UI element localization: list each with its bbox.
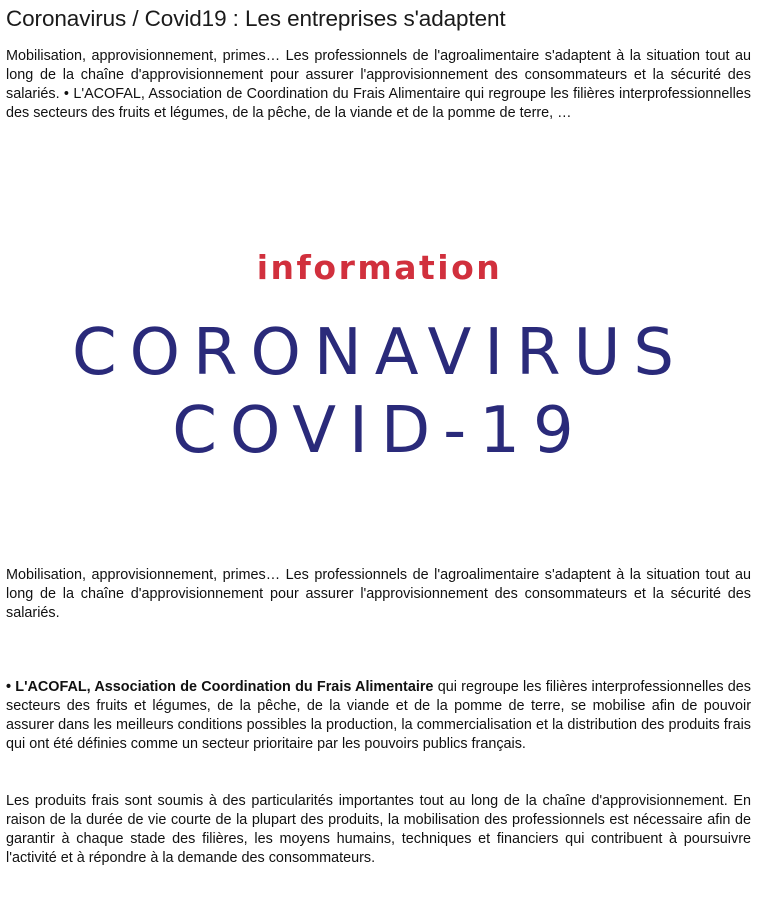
banner-information-label: information — [256, 248, 503, 287]
banner-coronavirus-text: CORONAVIRUS — [71, 316, 688, 390]
page-title: Coronavirus / Covid19 : Les entreprises s'adaptent — [6, 6, 506, 31]
body-paragraph-2 — [6, 678, 751, 754]
body-paragraph-3: Les produits frais sont soumis à des particularités importantes tout au long de la chaîne d'approvisionnement. En raison de la durée de vie courte de la plupart des produits, la mobilisation des professionnels est nécessaire afin de garantir à chaque stade des filières, les moyens humains, techniques et financiers qui contribuent à poursuivre l'activité et à répondre à la demande des consommateurs. — [6, 793, 751, 866]
coronavirus-banner-image — [0, 230, 759, 480]
acofal-heading: • L'ACOFAL, Association de Coordination du Frais Alimentaire — [6, 679, 434, 695]
article-summary: Mobilisation, approvisionnement, primes… Les professionnels de l'agroalimentaire s'adaptent à la situation tout au long de la chaîne d'approvisionnement pour assurer l'approvisionnement des consommateurs et la sécurité des salariés. • L'ACOFAL, Association de Coordination du Frais Alimentaire qui regroupe les filières interprofessionnelles des secteurs des fruits et légumes, de la pêche, de la viande et de la pomme de terre, … — [6, 48, 751, 121]
banner-covid19-text: COVID-19 — [172, 394, 587, 468]
body-paragraph-2-text: qui regroupe les filières interprofessionnelles des secteurs des fruits et légumes, de la pêche, de la viande et de la pomme de terre, se mobilise afin de pouvoir assurer dans les meilleurs conditions possibles la production, la commercialisation et la distribution des produits frais qui ont été définies comme un secteur prioritaire par les pouvoirs publics français. — [6, 679, 751, 752]
body-paragraph-1: Mobilisation, approvisionnement, primes… Les professionnels de l'agroalimentaire s'adaptent à la situation tout au long de la chaîne d'approvisionnement pour assurer l'approvisionnement des consommateurs et la sécurité des salariés. — [6, 567, 751, 621]
